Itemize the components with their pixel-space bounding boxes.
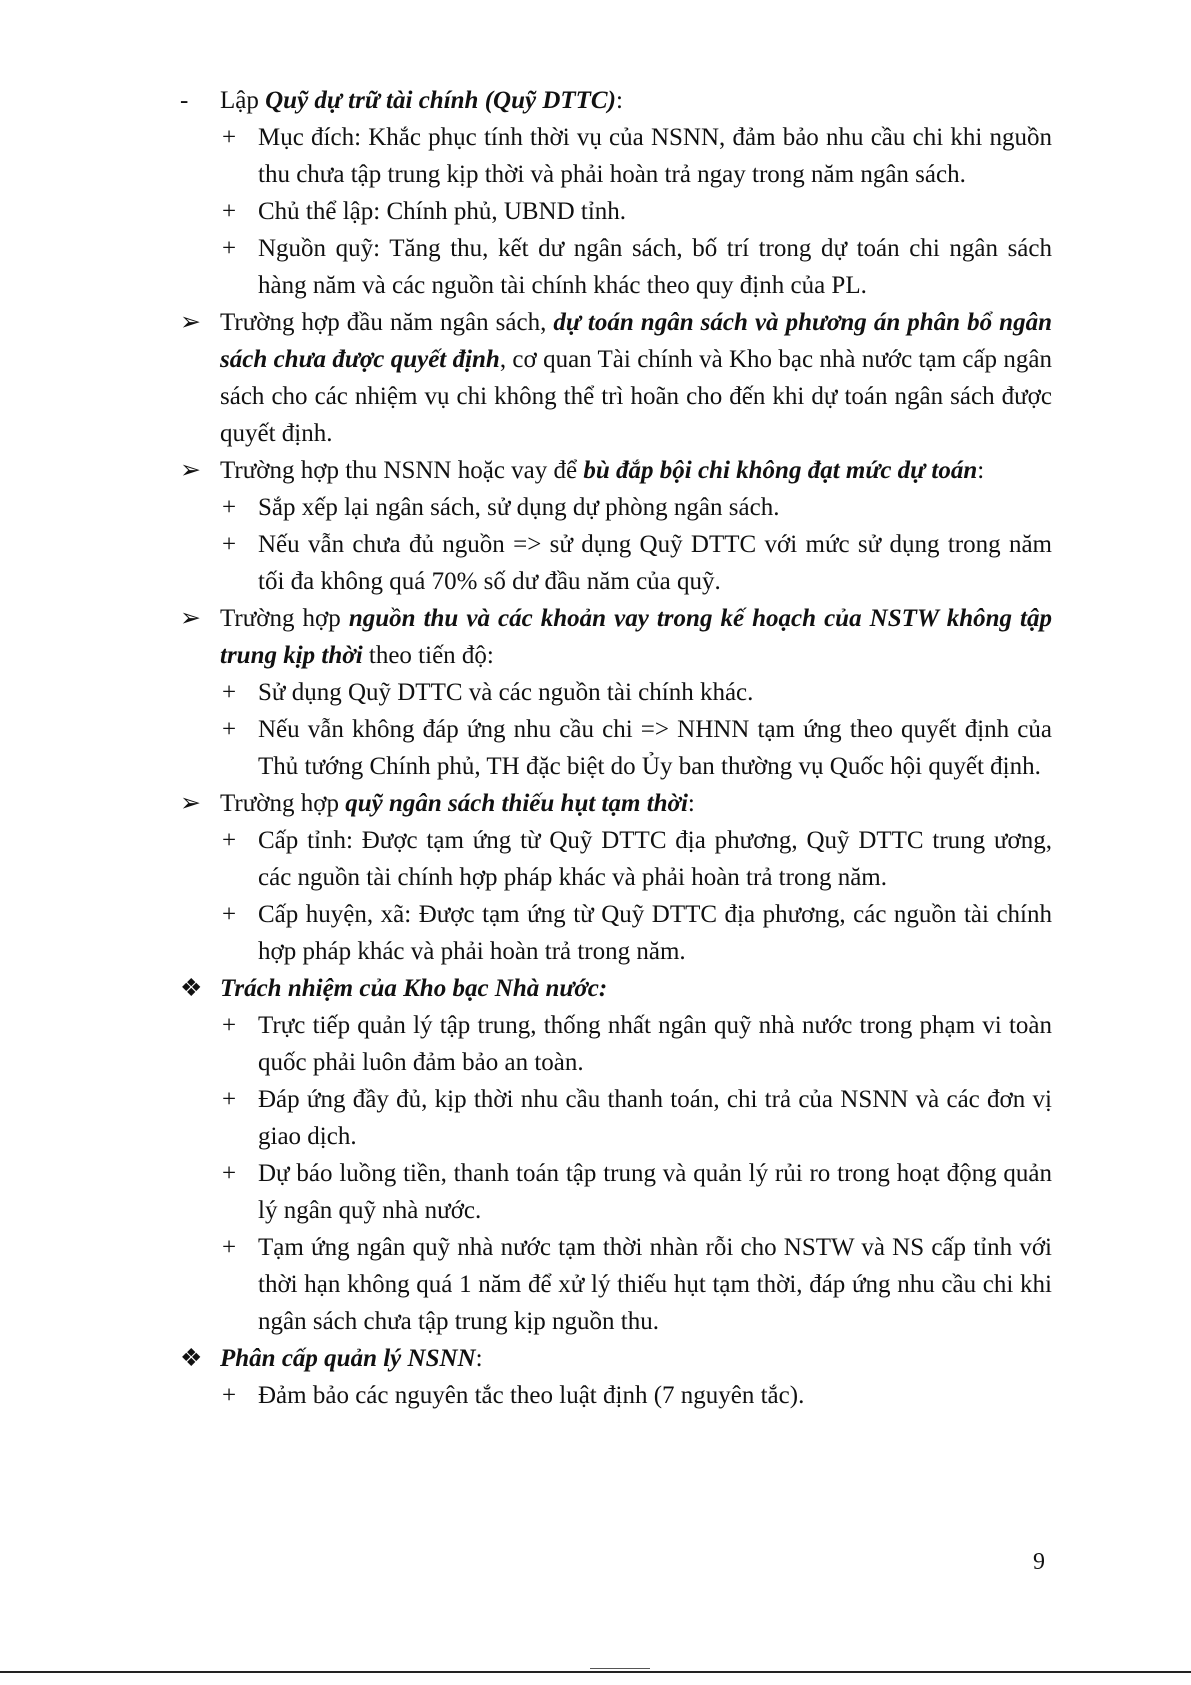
plain-text: theo tiến độ: [362, 642, 494, 669]
plus-bullet: + [222, 1382, 237, 1409]
list-item [180, 785, 1052, 822]
sub-list-item [180, 1155, 1052, 1229]
item-text [258, 1377, 1052, 1414]
plain-text: : [615, 87, 623, 114]
list-item [180, 970, 1052, 1007]
plain-text: , cơ quan Tài chính và Kho bạc nhà nước tạm cấp ngân sách cho các nhiệm vụ chi không thể trì hoãn cho đến khi dự toán ngân sách được quyết định. [220, 346, 1052, 447]
sub-list-item [180, 1377, 1052, 1414]
plus-bullet: + [222, 1234, 237, 1261]
item-text [258, 230, 1052, 304]
item-text [258, 822, 1052, 896]
list-item [180, 600, 1052, 674]
plain-text: Trường hợp thu NSNN hoặc vay để [220, 457, 584, 484]
sub-list-item [180, 489, 1052, 526]
emphasis-text: Phân cấp quản lý NSNN [220, 1345, 476, 1372]
list-item [180, 304, 1052, 452]
plus-bullet: + [222, 198, 237, 225]
emphasis-text: bù đắp bội chi không đạt mức dự toán [583, 457, 978, 484]
arrow-bullet-icon: ➢ [180, 605, 201, 632]
list-item [180, 452, 1052, 489]
plain-text: Trường hợp [220, 605, 349, 632]
plus-bullet: + [222, 494, 237, 521]
list-item [180, 1340, 1052, 1377]
item-text [258, 1007, 1052, 1081]
emphasis-text: Quỹ dự trữ tài chính (Quỹ DTTC) [265, 87, 616, 114]
item-text [220, 970, 1052, 1007]
item-text [258, 489, 1052, 526]
item-text [258, 1155, 1052, 1229]
sub-list-item [180, 674, 1052, 711]
diamond-bullet-icon: ❖ [180, 1345, 203, 1372]
sub-list-item [180, 193, 1052, 230]
emphasis-text: Trách nhiệm của Kho bạc Nhà nước: [220, 975, 608, 1002]
plain-text: : [977, 457, 985, 484]
plain-text: Sử dụng Quỹ DTTC và các nguồn tài chính khác. [258, 679, 754, 706]
item-text [258, 1229, 1052, 1340]
plain-text: Cấp tỉnh: Được tạm ứng từ Quỹ DTTC địa phương, Quỹ DTTC trung ương, các nguồn tài chính hợp pháp khác và phải hoàn trả trong năm. [258, 827, 1052, 891]
arrow-bullet-icon: ➢ [180, 457, 201, 484]
item-text [220, 600, 1052, 674]
footer-rule-mark [590, 1668, 650, 1669]
plus-bullet: + [222, 716, 237, 743]
arrow-bullet-icon: ➢ [180, 790, 201, 817]
emphasis-text: quỹ ngân sách thiếu hụt tạm thời [345, 790, 688, 817]
plus-bullet: + [222, 124, 237, 151]
plain-text: Chủ thể lập: Chính phủ, UBND tỉnh. [258, 198, 627, 225]
plain-text: Nguồn quỹ: Tăng thu, kết dư ngân sách, bố trí trong dự toán chi ngân sách hàng năm và các nguồn tài chính khác theo quy định của PL. [258, 235, 1052, 299]
plain-text: Mục đích: Khắc phục tính thời vụ của NSNN, đảm bảo nhu cầu chi khi nguồn thu chưa tập trung kịp thời và phải hoàn trả ngay trong năm ngân sách. [258, 124, 1052, 188]
plain-text: : [687, 790, 695, 817]
plus-bullet: + [222, 531, 237, 558]
plus-bullet: + [222, 679, 237, 706]
item-text [258, 896, 1052, 970]
emphasis-text: dự toán ngân sách và phương án phân bổ ngân sách chưa được quyết định [220, 309, 1052, 373]
sub-list-item [180, 711, 1052, 785]
plus-bullet: + [222, 901, 237, 928]
sub-list-item [180, 822, 1052, 896]
plain-text: Trường hợp [220, 790, 346, 817]
diamond-bullet-icon: ❖ [180, 975, 203, 1002]
sub-list-item [180, 1007, 1052, 1081]
item-text [258, 711, 1052, 785]
item-text [258, 526, 1052, 600]
plain-text: Trực tiếp quản lý tập trung, thống nhất ngân quỹ nhà nước trong phạm vi toàn quốc phải luôn đảm bảo an toàn. [258, 1012, 1052, 1076]
plus-bullet: + [222, 1160, 237, 1187]
item-text [258, 119, 1052, 193]
plus-bullet: + [222, 1012, 237, 1039]
item-text [220, 785, 1052, 822]
plain-text: Đáp ứng đầy đủ, kịp thời nhu cầu thanh toán, chi trả của NSNN và các đơn vị giao dịch. [258, 1086, 1052, 1150]
plain-text: Dự báo luồng tiền, thanh toán tập trung và quản lý rủi ro trong hoạt động quản lý ngân quỹ nhà nước. [258, 1160, 1052, 1224]
plus-bullet: + [222, 827, 237, 854]
item-text [258, 193, 1052, 230]
plain-text: Đảm bảo các nguyên tắc theo luật định (7 nguyên tắc). [258, 1382, 805, 1409]
plain-text: Nếu vẫn không đáp ứng nhu cầu chi => NHNN tạm ứng theo quyết định của Thủ tướng Chính phủ, TH đặc biệt do Ủy ban thường vụ Quốc hội quyết định. [258, 716, 1052, 780]
item-text [258, 1081, 1052, 1155]
item-text [220, 1340, 1052, 1377]
arrow-bullet-icon: ➢ [180, 309, 201, 336]
plus-bullet: + [222, 235, 237, 262]
sub-list-item [180, 1229, 1052, 1340]
item-text [220, 304, 1052, 452]
plain-text: Sắp xếp lại ngân sách, sử dụng dự phòng ngân sách. [258, 494, 780, 521]
item-text [220, 452, 1052, 489]
plain-text: Tạm ứng ngân quỹ nhà nước tạm thời nhàn rỗi cho NSTW và NS cấp tỉnh với thời hạn không quá 1 năm để xử lý thiếu hụt tạm thời, đáp ứng nhu cầu chi khi ngân sách chưa tập trung kịp nguồn thu. [258, 1234, 1052, 1335]
sub-list-item [180, 119, 1052, 193]
plain-text: Trường hợp đầu năm ngân sách, [220, 309, 554, 336]
document-body [180, 82, 1052, 1414]
sub-list-item [180, 526, 1052, 600]
plain-text: : [475, 1345, 483, 1372]
emphasis-text: nguồn thu và các khoản vay trong kế hoạch của NSTW không tập trung kịp thời [220, 605, 1052, 669]
dash-bullet: - [180, 87, 189, 114]
plain-text: Cấp huyện, xã: Được tạm ứng từ Quỹ DTTC địa phương, các nguồn tài chính hợp pháp khác và phải hoàn trả trong năm. [258, 901, 1052, 965]
sub-list-item [180, 896, 1052, 970]
sub-list-item [180, 230, 1052, 304]
item-text [258, 674, 1052, 711]
footer-rule [0, 1671, 1191, 1673]
plus-bullet: + [222, 1086, 237, 1113]
list-item [180, 82, 1052, 119]
page-number: 9 [1033, 1549, 1045, 1575]
item-text [220, 82, 1052, 119]
plain-text: Lập [220, 87, 266, 114]
plain-text: Nếu vẫn chưa đủ nguồn => sử dụng Quỹ DTTC với mức sử dụng trong năm tối đa không quá 70% số dư đầu năm của quỹ. [258, 531, 1052, 595]
sub-list-item [180, 1081, 1052, 1155]
